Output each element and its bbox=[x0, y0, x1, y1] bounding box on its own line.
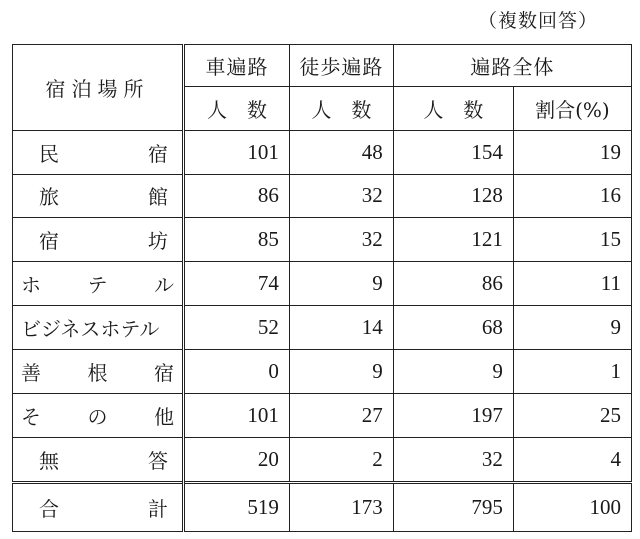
total-label-cell bbox=[13, 482, 184, 531]
multiple-answer-note: （複数回答） bbox=[477, 10, 598, 32]
total-count: 68 bbox=[393, 306, 513, 350]
header-car-count bbox=[184, 86, 290, 130]
ratio-percent: 16 bbox=[513, 174, 631, 218]
ratio-percent: 9 bbox=[513, 306, 631, 350]
lodging-label-cell bbox=[13, 130, 184, 174]
total-car: 519 bbox=[184, 482, 290, 531]
total-all: 795 bbox=[393, 482, 513, 531]
total-walk: 173 bbox=[289, 482, 393, 531]
walk-count: 2 bbox=[289, 437, 393, 482]
count-label: 人 数 bbox=[206, 97, 267, 122]
table-row bbox=[13, 393, 632, 437]
lodging-label: 民 宿 bbox=[39, 141, 169, 166]
total-count: 128 bbox=[393, 174, 513, 218]
lodging-label: 宿 坊 bbox=[39, 229, 169, 254]
total-label: 合 計 bbox=[39, 496, 169, 521]
table-row bbox=[13, 262, 632, 306]
lodging-label-cell bbox=[13, 174, 184, 218]
lodging-label: ビジネスホテル bbox=[21, 317, 160, 342]
total-count: 32 bbox=[393, 437, 513, 482]
total-count: 121 bbox=[393, 218, 513, 262]
count-label: 人 数 bbox=[311, 97, 372, 122]
ratio-percent: 4 bbox=[513, 437, 631, 482]
ratio-percent: 15 bbox=[513, 218, 631, 262]
lodging-label: 無 答 bbox=[39, 448, 169, 473]
lodging-label-cell bbox=[13, 350, 184, 394]
header-walking-pilgrims: 徒歩遍路 bbox=[289, 45, 393, 87]
header-all-pilgrims: 遍路全体 bbox=[393, 45, 631, 87]
walk-count: 32 bbox=[289, 174, 393, 218]
total-row bbox=[13, 482, 632, 531]
lodging-label: 旅 館 bbox=[39, 185, 169, 210]
table-row bbox=[13, 218, 632, 262]
header-walk-count bbox=[289, 86, 393, 130]
table-row bbox=[13, 437, 632, 482]
ratio-percent: 11 bbox=[513, 262, 631, 306]
car-count: 20 bbox=[184, 437, 290, 482]
lodging-survey-table bbox=[12, 44, 632, 532]
table-row bbox=[13, 174, 632, 218]
car-count: 101 bbox=[184, 130, 290, 174]
walk-count: 14 bbox=[289, 306, 393, 350]
ratio-percent: 1 bbox=[513, 350, 631, 394]
header-car-pilgrims: 車遍路 bbox=[184, 45, 290, 87]
lodging-label-cell bbox=[13, 306, 184, 350]
walk-count: 48 bbox=[289, 130, 393, 174]
lodging-label-cell bbox=[13, 437, 184, 482]
table-row bbox=[13, 306, 632, 350]
header-row-groups bbox=[13, 45, 632, 87]
car-count: 101 bbox=[184, 393, 290, 437]
walk-count: 9 bbox=[289, 262, 393, 306]
lodging-label-cell bbox=[13, 393, 184, 437]
total-ratio: 100 bbox=[513, 482, 631, 531]
table-row bbox=[13, 130, 632, 174]
lodging-label-cell bbox=[13, 262, 184, 306]
car-count: 86 bbox=[184, 174, 290, 218]
walk-count: 27 bbox=[289, 393, 393, 437]
total-count: 154 bbox=[393, 130, 513, 174]
header-ratio: 割合(%) bbox=[513, 86, 631, 130]
lodging-label: 善 根 宿 bbox=[21, 360, 175, 385]
header-total-count bbox=[393, 86, 513, 130]
lodging-label: そ の 他 bbox=[21, 404, 175, 429]
total-count: 197 bbox=[393, 393, 513, 437]
total-count: 9 bbox=[393, 350, 513, 394]
car-count: 74 bbox=[184, 262, 290, 306]
car-count: 52 bbox=[184, 306, 290, 350]
total-count: 86 bbox=[393, 262, 513, 306]
car-count: 85 bbox=[184, 218, 290, 262]
header-lodging-place: 宿泊場所 bbox=[13, 45, 184, 131]
lodging-label-cell bbox=[13, 218, 184, 262]
ratio-percent: 19 bbox=[513, 130, 631, 174]
ratio-percent: 25 bbox=[513, 393, 631, 437]
lodging-label: ホ テ ル bbox=[21, 273, 175, 298]
walk-count: 9 bbox=[289, 350, 393, 394]
table-row bbox=[13, 350, 632, 394]
count-label: 人 数 bbox=[423, 97, 484, 122]
car-count: 0 bbox=[184, 350, 290, 394]
walk-count: 32 bbox=[289, 218, 393, 262]
